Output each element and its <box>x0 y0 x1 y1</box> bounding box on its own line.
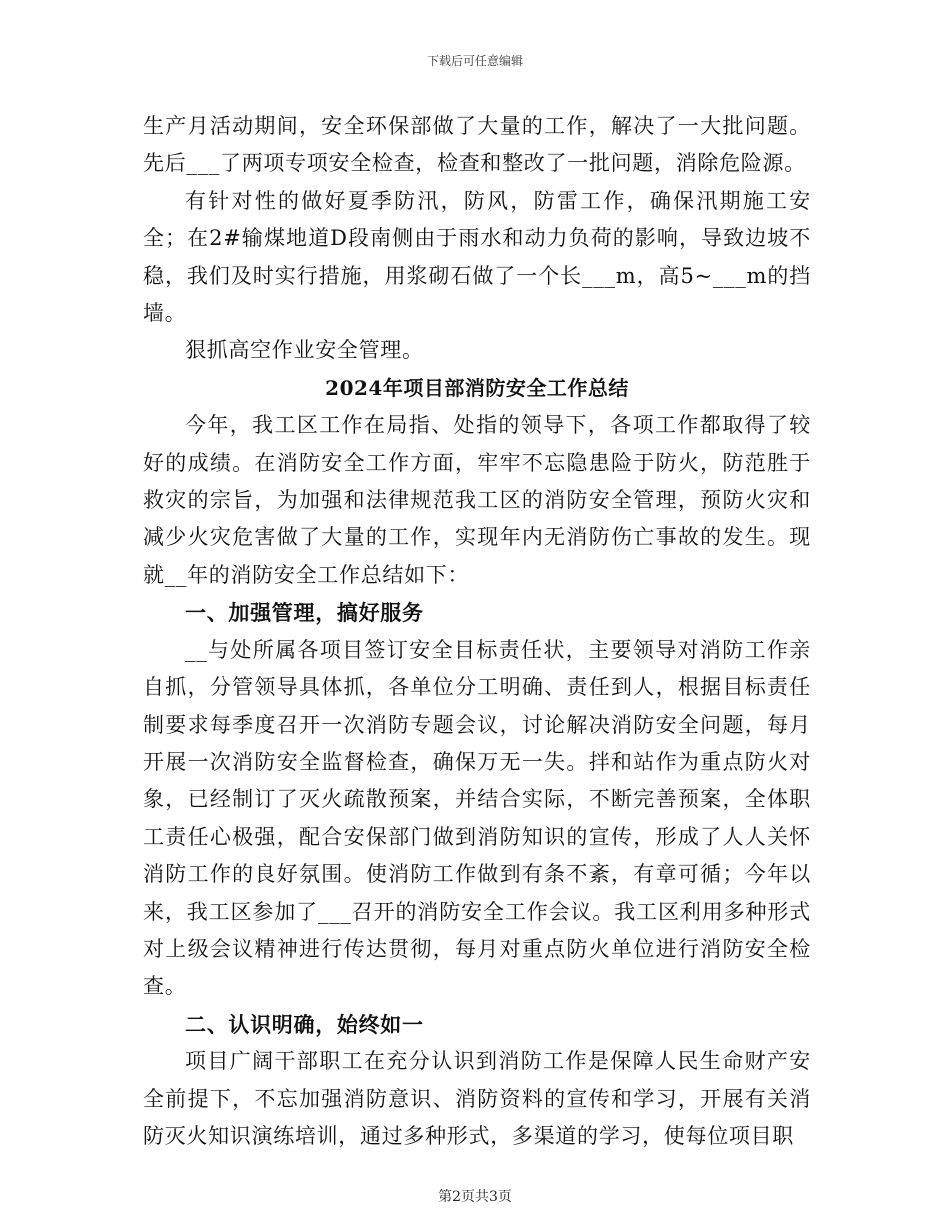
paragraph-5: __与处所属各项目签订安全目标责任状，主要领导对消防工作亲自抓，分管领导具体抓，各单位分工明确、责任到人，根据目标责任制要求每季度召开一次消防专题会议，讨论解决消防安全问题，每月开展一次消防安全监督检查，确保万无一失。拌和站作为重点防火对象，已经制订了灭火疏散预案，并结合实际，不断完善预案，全体职工责任心极强，配合安保部门做到消防知识的宣传，形成了人人关怀消防工作的良好氛围。使消防工作做到有条不紊，有章可循；今年以来，我工区参加了___召开的消防安全工作会议。我工区利用多种形式对上级会议精神进行传达贯彻，每月对重点防火单位进行消防安全检查。 <box>143 637 811 999</box>
paragraph-4: 今年，我工区工作在局指、处指的领导下，各项工作都取得了较好的成绩。在消防安全工作方面，牢牢不忘隐患险于防火，防范胜于救灾的宗旨，为加强和法律规范我工区的消防安全管理，预防火灾和减少火灾危害做了大量的工作，实现年内无消防伤亡事故的发生。现就__年的消防安全工作总结如下： <box>143 413 811 587</box>
document-title: 2024年项目部消防安全工作总结 <box>325 375 629 400</box>
paragraph-3: 狠抓高空作业安全管理。 <box>185 338 424 363</box>
page-header: 下载后可任意编辑 <box>426 54 523 68</box>
section-heading-1: 一、加强管理，搞好服务 <box>185 600 424 626</box>
document-body <box>143 108 811 1155</box>
paragraph-2: 有针对性的做好夏季防汛，防风，防雷工作，确保汛期施工安全；在2#输煤地道D段南侧由于雨水和动力负荷的影响，导致边坡不稳，我们及时实行措施，用浆砌石做了一个长___m，高5~___m的挡墙。 <box>143 188 811 326</box>
paragraph-6: 项目广阔干部职工在充分认识到消防工作是保障人民生命财产安全前提下，不忘加强消防意识、消防资料的宣传和学习，开展有关消防灭火知识演练培训，通过多种形式，多渠道的学习，使每位项目职 <box>143 1049 811 1148</box>
section-heading-2: 二、认识明确，始终如一 <box>185 1011 424 1037</box>
page-footer: 第2页共3页 <box>438 1189 512 1205</box>
paragraph-1: 生产月活动期间，安全环保部做了大量的工作，解决了一大批问题。先后___了两项专项安全检查，检查和整改了一批问题，消除危险源。 <box>143 114 811 176</box>
